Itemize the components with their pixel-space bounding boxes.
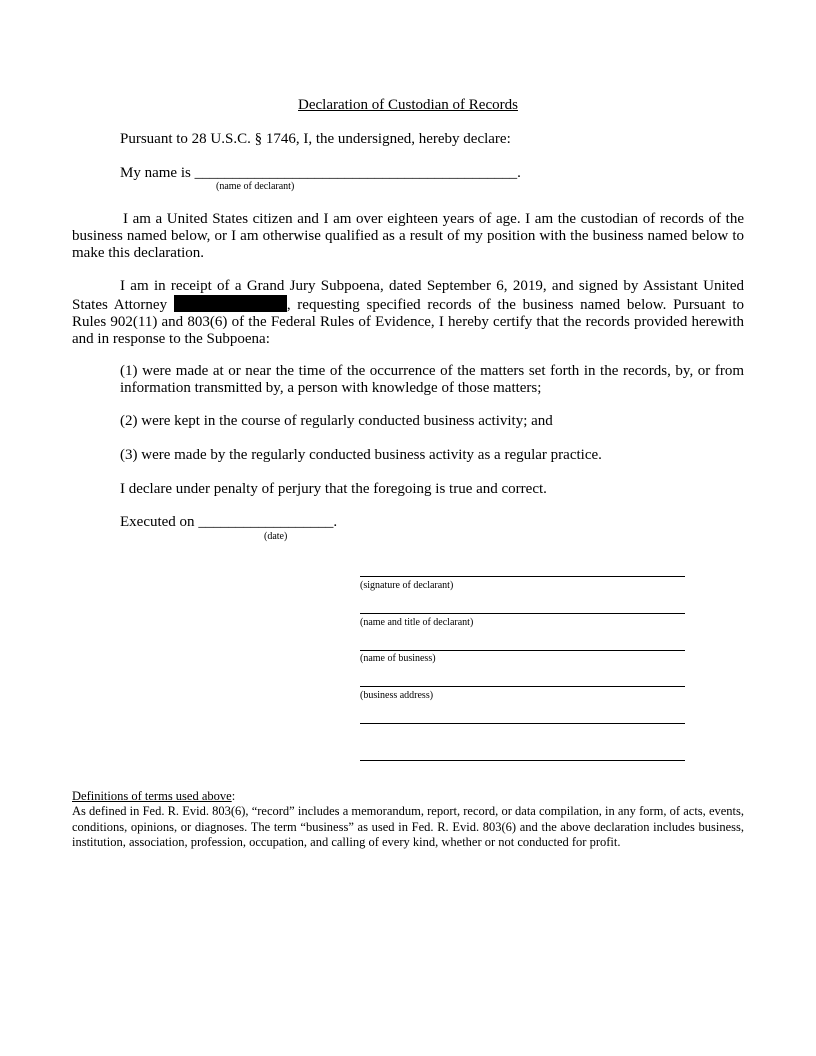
business-address-line[interactable] bbox=[360, 686, 685, 687]
business-name-line[interactable] bbox=[360, 650, 685, 651]
name-caption: (name of declarant) bbox=[216, 181, 295, 192]
perjury-statement: I declare under penalty of perjury that the foregoing is true and correct. bbox=[120, 481, 547, 497]
document-title: Declaration of Custodian of Records bbox=[298, 97, 518, 113]
citizen-paragraph: I am a United States citizen and I am over eighteen years of age. I am the custodian of records of the business named below, or I am otherwise qualified as a result of my position with the business named below to make this declaration. bbox=[72, 211, 744, 261]
business-address-line-2[interactable] bbox=[360, 723, 685, 724]
subpoena-paragraph bbox=[72, 278, 744, 348]
declarant-name-line bbox=[120, 165, 521, 182]
definitions-heading-line bbox=[72, 789, 235, 805]
executed-line bbox=[120, 514, 337, 531]
name-prefix: My name is bbox=[120, 165, 191, 181]
subpoena-text-before: I am in receipt of a Grand Jury Subpoena, dated September 6, 2019, and signed by Assistant United States Attorney bbox=[72, 278, 744, 313]
execution-date-blank[interactable]: __________________. bbox=[198, 514, 338, 530]
pursuant-statement: Pursuant to 28 U.S.C. § 1746, I, the undersigned, hereby declare: bbox=[120, 131, 511, 147]
subpoena-text-after: , requesting specified records of the business named below. Pursuant to Rules 902(11) and 803(6) of the Federal Rules of Evidence, I hereby certify that the records provided herewith and in response to the Subpoena: bbox=[72, 297, 744, 347]
business-address-line-3[interactable] bbox=[360, 760, 685, 761]
executed-prefix: Executed on bbox=[120, 514, 195, 530]
redacted-attorney-name bbox=[174, 295, 287, 312]
definitions-text: As defined in Fed. R. Evid. 803(6), “record” includes a memorandum, report, record, or data compilation, in any form, of acts, events, conditions, opinions, or diagnoses. The term “business” as used in Fed. R. Evid. 803(6) and the above declaration includes business, institution, association, profession, occupation, and calling of every kind, whether or not conducted for profit. bbox=[72, 804, 744, 849]
name-title-caption: (name and title of declarant) bbox=[360, 617, 474, 628]
definitions-colon: : bbox=[231, 789, 236, 803]
business-name-caption: (name of business) bbox=[360, 653, 436, 664]
certification-item-3: (3) were made by the regularly conducted business activity as a regular practice. bbox=[120, 447, 602, 463]
certification-item-2: (2) were kept in the course of regularly conducted business activity; and bbox=[120, 413, 553, 429]
definitions-heading: Definitions of terms used above bbox=[72, 789, 232, 803]
date-caption: (date) bbox=[264, 531, 288, 542]
business-address-caption: (business address) bbox=[360, 690, 434, 701]
signature-line[interactable] bbox=[360, 576, 685, 577]
signature-caption: (signature of declarant) bbox=[360, 580, 454, 591]
certification-item-1: (1) were made at or near the time of the occurrence of the matters set forth in the records, by, or from information transmitted by, a person with knowledge of those matters; bbox=[120, 363, 744, 396]
declarant-name-blank[interactable]: ___________________________________________. bbox=[194, 165, 521, 181]
name-title-line[interactable] bbox=[360, 613, 685, 614]
